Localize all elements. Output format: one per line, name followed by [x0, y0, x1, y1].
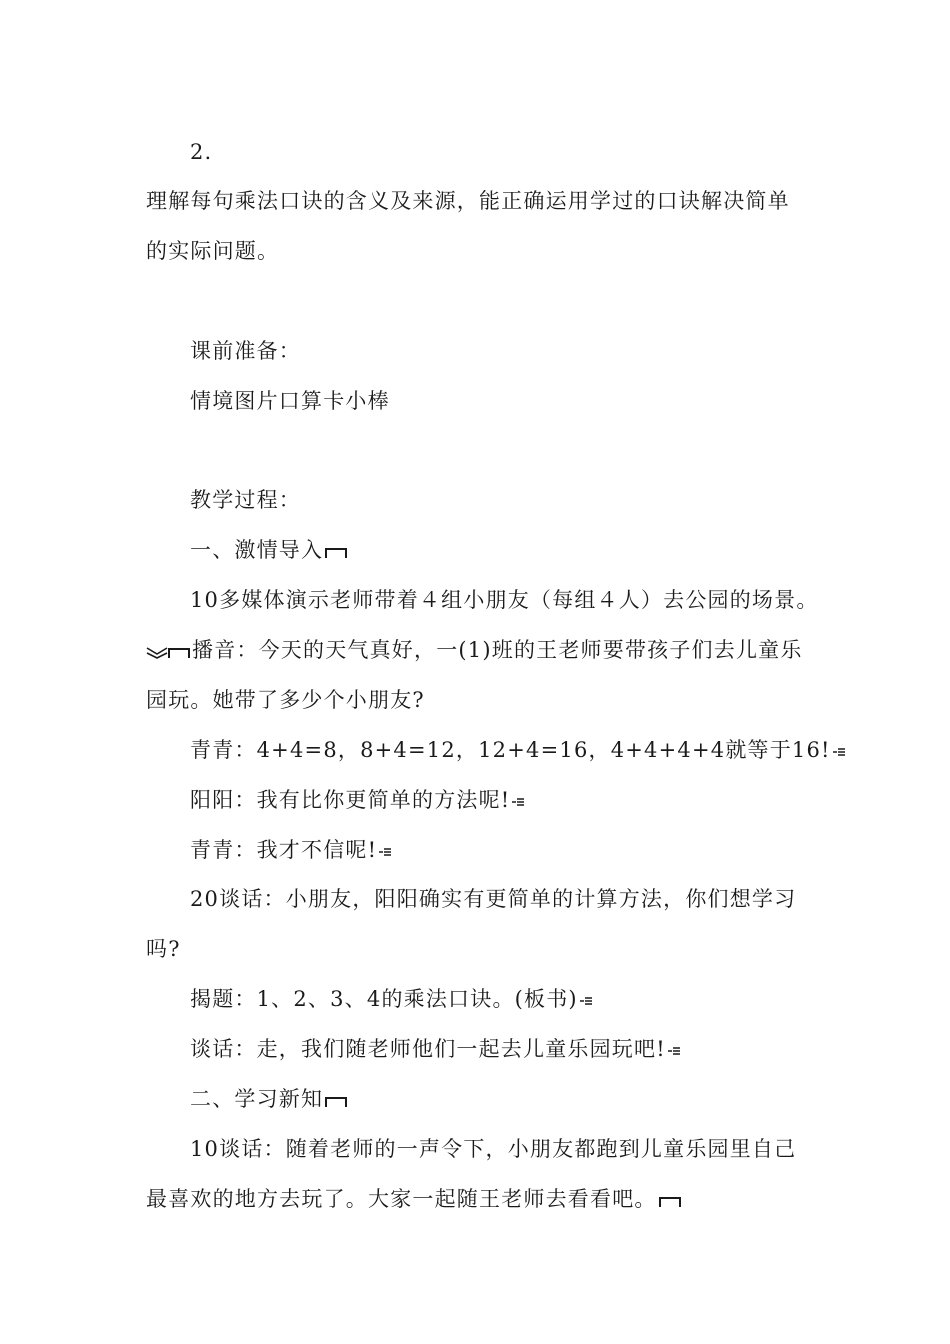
section-heading-preparation: 课前准备： — [190, 339, 301, 363]
subsection-heading-intro: 一、激情导入 — [190, 535, 816, 565]
line-break-mark-icon — [579, 995, 593, 1007]
paragraph-mark-icon — [659, 1194, 681, 1208]
line-break-mark-icon — [378, 846, 392, 858]
paragraph-line: 播音：今天的天气真好，一(1)班的王老师要带孩子们去儿童乐 — [146, 635, 816, 665]
line-break-mark-icon — [511, 796, 525, 808]
line-break-mark-icon — [667, 1045, 681, 1057]
paragraph-line: 揭题：1、2、3、4的乘法口诀。(板书) — [190, 984, 816, 1014]
paragraph-line: 10多媒体演示老师带着４组小朋友（每组４人）去公园的场景。 — [190, 588, 819, 612]
paragraph-line: 谈话：走，我们随老师他们一起去儿童乐园玩吧! — [190, 1034, 816, 1064]
paragraph-line: 园玩。她带了多少个小朋友? — [146, 688, 425, 712]
line-break-mark-icon — [832, 746, 846, 758]
dialogue-line: 阳阳：我有比你更简单的方法呢! — [190, 785, 816, 815]
paragraph-mark-icon — [325, 1094, 347, 1108]
subsection-heading-new-knowledge: 二、学习新知 — [190, 1084, 816, 1114]
paragraph-line: 的实际问题。 — [146, 239, 280, 263]
paragraph-line: 20谈话：小朋友，阳阳确实有更简单的计算方法，你们想学习 — [190, 887, 797, 911]
paragraph-mark-icon — [168, 645, 190, 659]
paragraph-mark-icon — [325, 545, 347, 559]
paragraph-line: 理解每句乘法口诀的含义及来源，能正确运用学过的口诀解决简单 — [146, 189, 790, 213]
dialogue-line: 青青：我才不信呢! — [190, 835, 816, 865]
section-heading-process: 教学过程： — [190, 488, 301, 512]
paragraph-line: 10谈话：随着老师的一声令下，小朋友都跑到儿童乐园里自己 — [190, 1137, 797, 1161]
paragraph-line: 吗? — [146, 937, 181, 961]
paragraph-line: 最喜欢的地方去玩了。大家一起随王老师去看看吧。 — [146, 1184, 816, 1214]
preparation-materials: 情境图片口算卡小棒 — [190, 389, 390, 413]
item-number: 2. — [190, 140, 213, 164]
chevron-down-icon — [146, 645, 168, 659]
dialogue-line: 青青：4+4=8，8+4=12，12+4=16，4+4+4+4就等于16! — [190, 735, 816, 765]
